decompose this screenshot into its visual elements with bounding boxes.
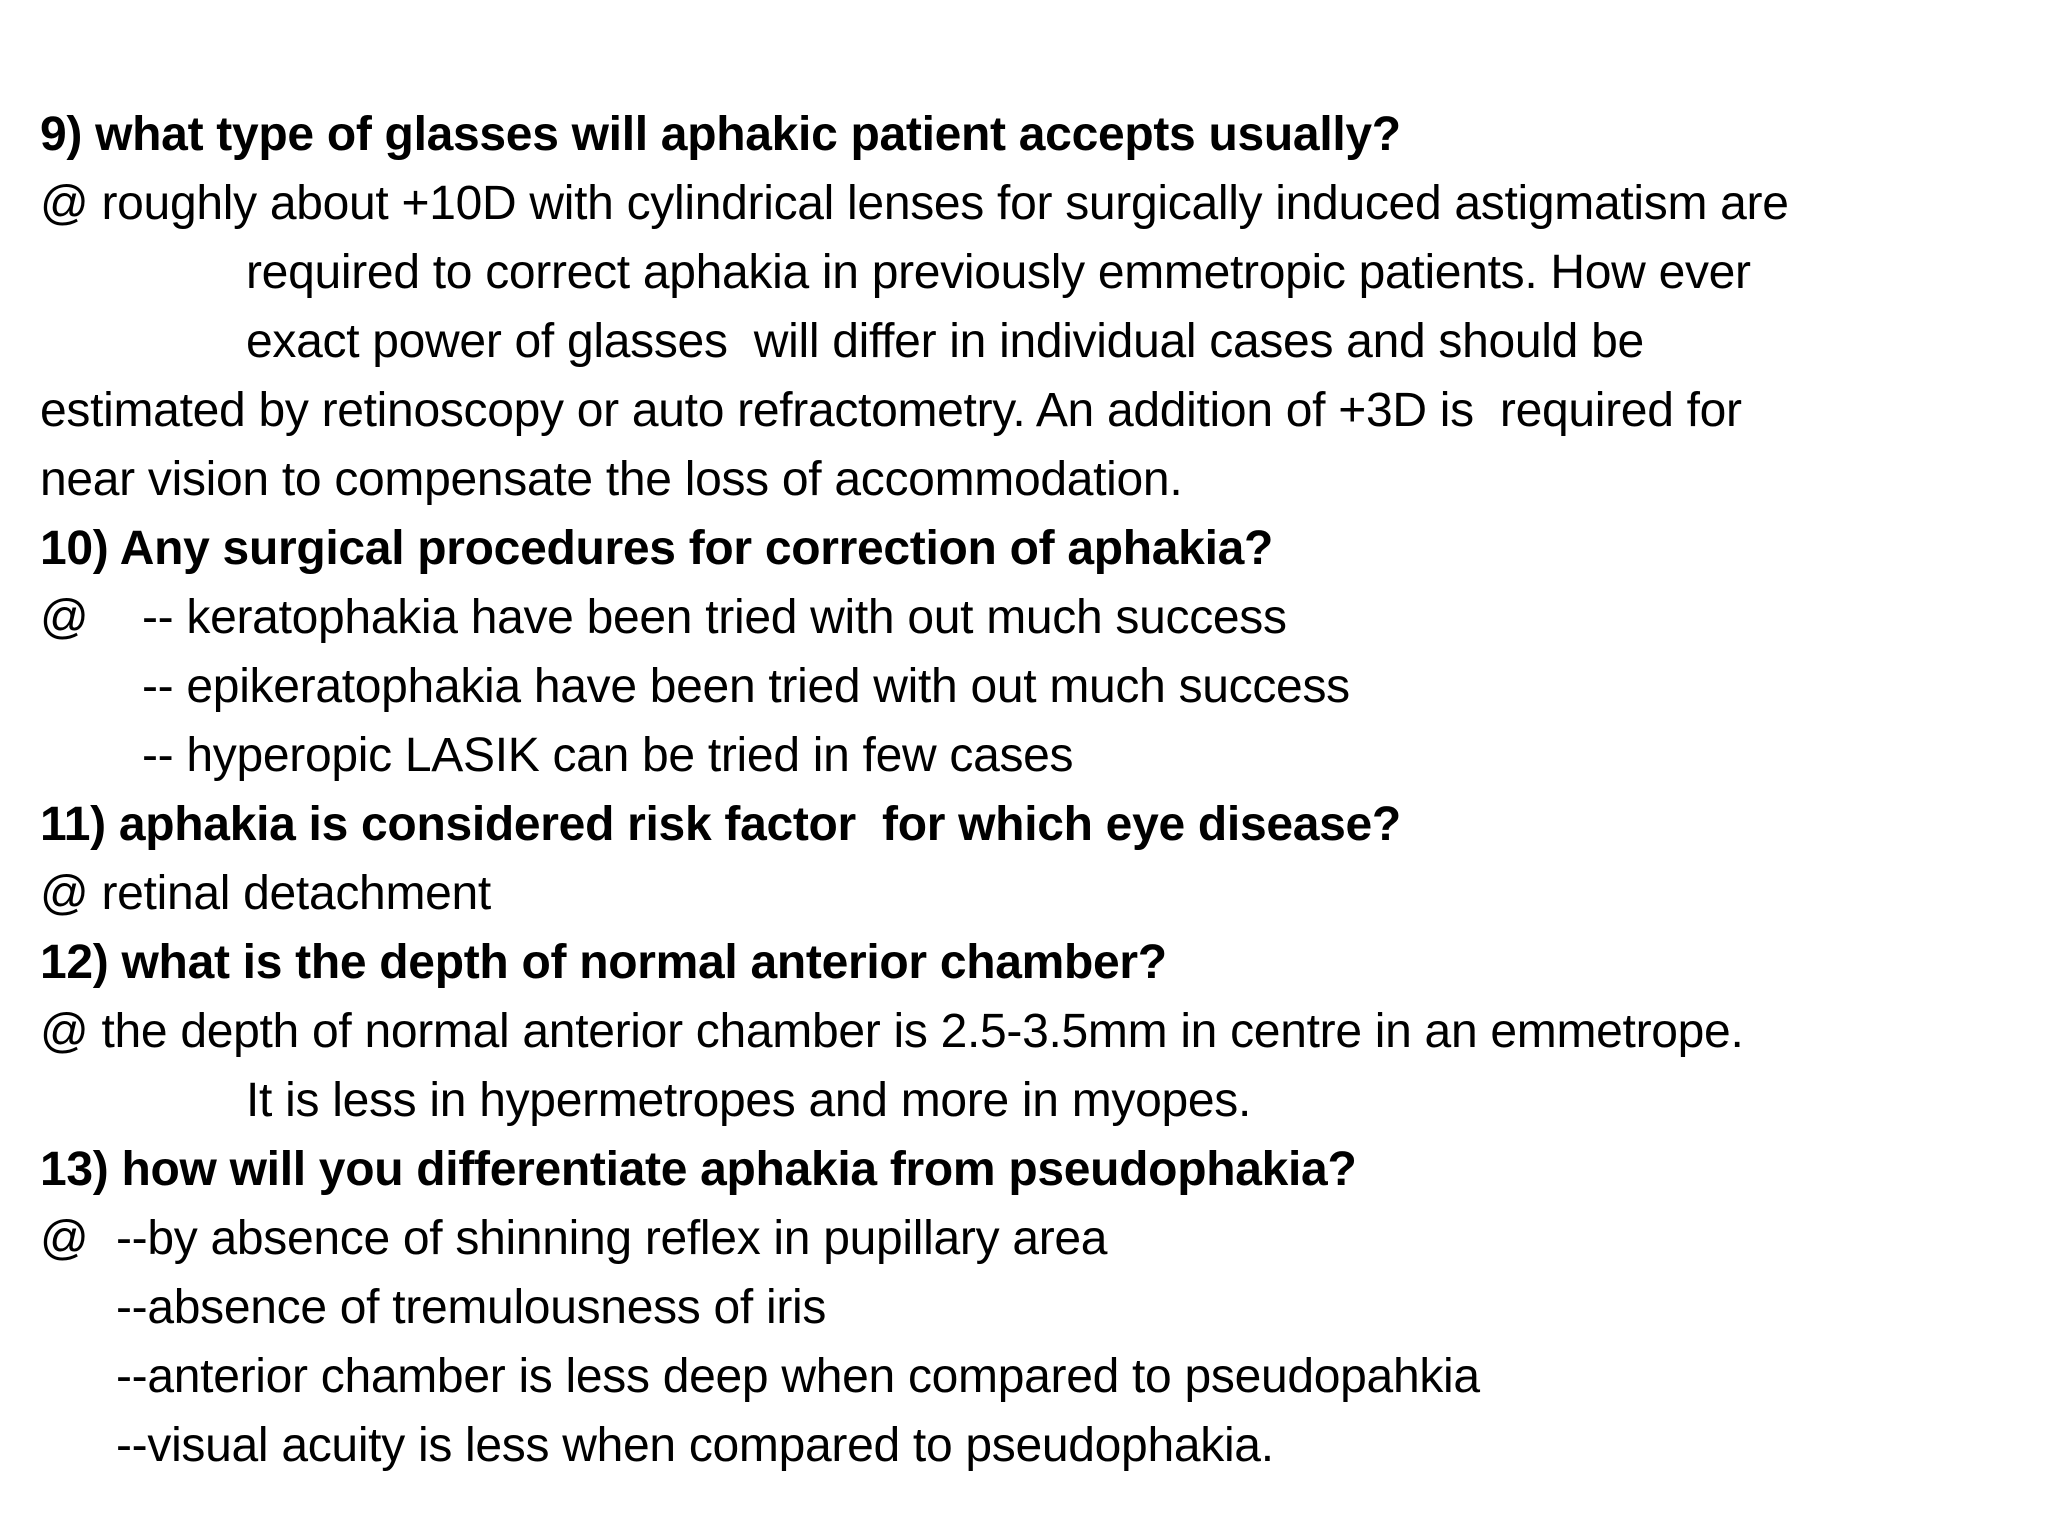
question-11: 11) aphakia is considered risk factor for which eye disease?: [40, 798, 1401, 851]
question-13: 13) how will you differentiate aphakia from pseudophakia?: [40, 1143, 1357, 1196]
answer-13-marker: @: [40, 1212, 89, 1265]
answer-13-line-2: --absence of tremulousness of iris: [116, 1281, 827, 1334]
answer-9-line-2: required to correct aphakia in previously emmetropic patients. How ever: [246, 246, 1751, 299]
answer-9-line-1: @ roughly about +10D with cylindrical lenses for surgically induced astigmatism are: [40, 177, 1789, 230]
answer-12-line-1: @ the depth of normal anterior chamber is 2.5-3.5mm in centre in an emmetrope.: [40, 1005, 1744, 1058]
answer-13-line-1: --by absence of shinning reflex in pupillary area: [116, 1212, 1108, 1265]
answer-9-line-3: exact power of glasses will differ in individual cases and should be: [246, 315, 1644, 368]
answer-11-line-1: @ retinal detachment: [40, 867, 491, 920]
answer-10-marker: @: [40, 591, 89, 644]
answer-10-line-2: -- epikeratophakia have been tried with out much success: [142, 660, 1350, 713]
answer-12-line-2: It is less in hypermetropes and more in myopes.: [246, 1074, 1252, 1127]
question-12: 12) what is the depth of normal anterior chamber?: [40, 936, 1167, 989]
question-10: 10) Any surgical procedures for correction of aphakia?: [40, 522, 1274, 575]
answer-13-line-4: --visual acuity is less when compared to pseudophakia.: [116, 1419, 1274, 1472]
answer-10-line-1: -- keratophakia have been tried with out much success: [142, 591, 1287, 644]
answer-9-line-4: estimated by retinoscopy or auto refractometry. An addition of +3D is required for: [40, 384, 1742, 437]
answer-9-line-5: near vision to compensate the loss of accommodation.: [40, 453, 1183, 506]
answer-13-line-3: --anterior chamber is less deep when compared to pseudopahkia: [116, 1350, 1480, 1403]
question-9: 9) what type of glasses will aphakic patient accepts usually?: [40, 108, 1401, 161]
answer-10-line-3: -- hyperopic LASIK can be tried in few cases: [142, 729, 1074, 782]
